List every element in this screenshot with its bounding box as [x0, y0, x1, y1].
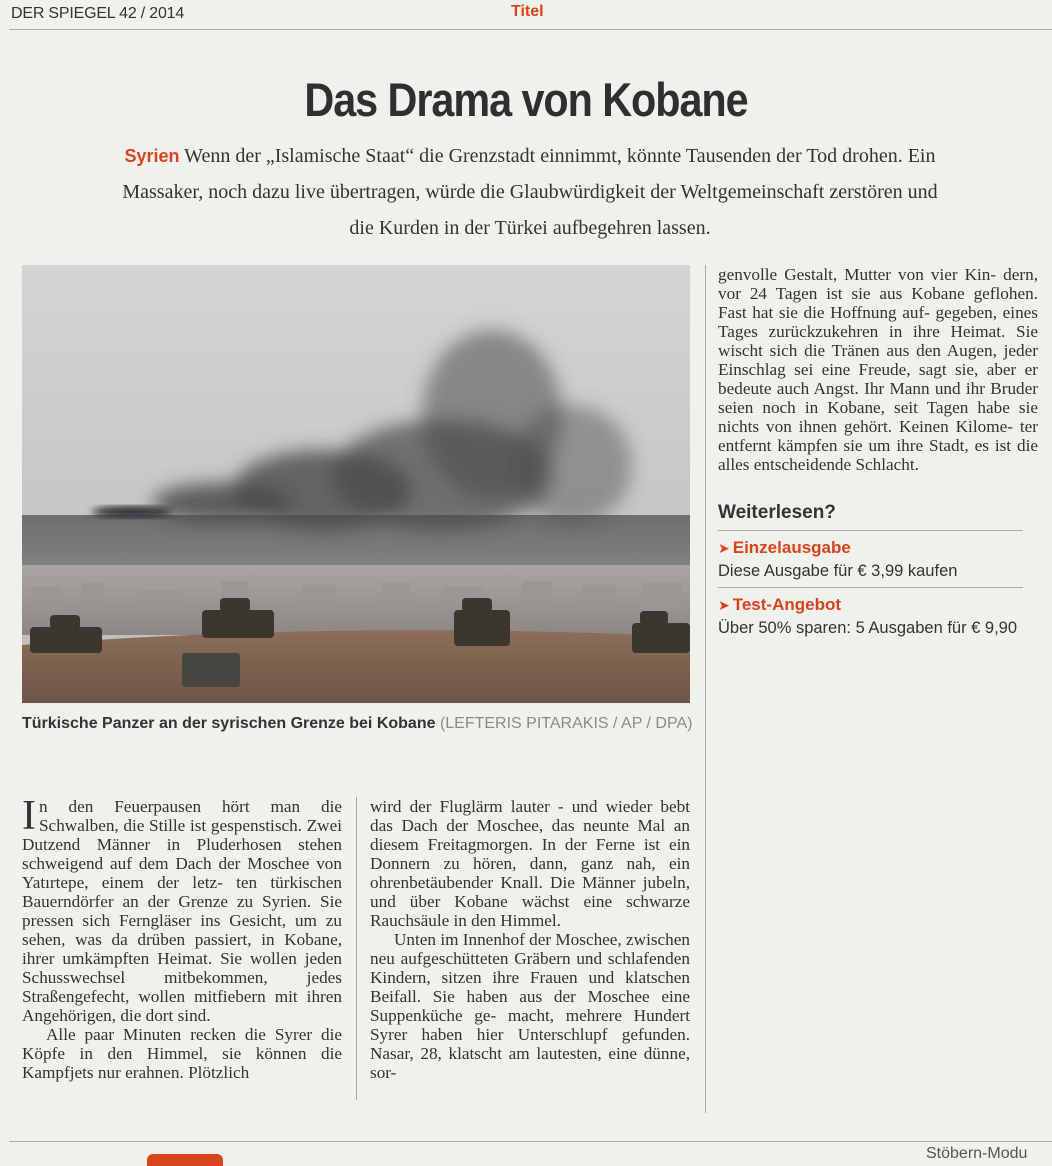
column-divider [356, 797, 357, 1100]
paragraph: wird der Fluglärm lauter - und wieder bebt das Dach der Moschee, das neunte Mal an diesem Freitagmorgen. In der Ferne ist ein Donnern zu hören, dann, ganz nah, ein ohrenbetäubender Knall. Die Männer jubeln, und über Kobane wächst eine schwarze Rauchsäule in den Himmel. [370, 797, 690, 930]
paragraph [22, 793, 342, 1025]
paragraph: Alle paar Minuten recken die Syrer die Köpfe in den Himmel, sie können die Kampfjets nur erahnen. Plötzlich [22, 1025, 342, 1082]
arrow-right-icon: ➤ [718, 539, 730, 556]
promo-link-label[interactable]: Einzelausgabe [732, 538, 851, 557]
footer-button[interactable] [147, 1154, 223, 1166]
photo-tanks-smoke [22, 265, 690, 703]
column-divider [705, 265, 706, 1113]
article-column-2 [370, 797, 690, 1082]
paragraph: genvolle Gestalt, Mutter von vier Kin- dern, vor 24 Tagen ist sie aus Kobane geflohen. Fast hat sie die Hoffnung auf- gegeben, eines Tages zurückzukehren in ihre Heimat. Sie wischt sich die Tränen aus den Augen, jeder Einschlag sei eine Freude, sagt sie, aber er bedeute auch Angst. Ihr Mann und ihr Bruder seien noch in Kobane, seit Tagen habe sie nichts von ihnen gehört. Keinen Kilome- ter entfernt kämpfen sie um ihre Stadt, es ist die alles entscheidende Schlacht. [718, 265, 1038, 474]
promo-item-single-issue[interactable] [718, 531, 1023, 588]
promo-description: Über 50% sparen: 5 Ausgaben für € 9,90 [718, 619, 1018, 637]
browse-mode-label[interactable]: Stöbern-Modu [926, 1145, 1028, 1162]
top-bar [9, 0, 1052, 30]
promo-link-label[interactable]: Test-Angebot [732, 595, 842, 614]
promo-description: Diese Ausgabe für € 3,99 kaufen [718, 562, 958, 580]
continue-reading-box [718, 502, 1023, 644]
footer-divider [9, 1141, 1052, 1142]
single-issue-link[interactable] [718, 538, 1023, 558]
page-title: Das Drama von Kobane [304, 73, 748, 126]
promo-title: Weiterlesen? [718, 502, 1023, 531]
article-photo[interactable] [22, 265, 690, 703]
article-column-1 [22, 793, 342, 1082]
teaser-text: Wenn der „Islamische Staat“ die Grenzstadt einnimmt, könnte Tausenden der Tod drohen. Ein Massaker, noch dazu live übertragen, würde die Glaubwürdigkeit der Weltgemeinschaft zerstören und die Kurden in der Türkei aufbegehren lassen. [122, 145, 938, 239]
dropcap: I [22, 793, 36, 839]
trial-offer-link[interactable] [718, 595, 1023, 615]
teaser [120, 138, 940, 246]
article-column-3 [718, 265, 1038, 474]
arrow-right-icon: ➤ [718, 596, 730, 613]
masthead: DER SPIEGEL 42 / 2014 [11, 5, 185, 22]
kicker: Syrien [124, 146, 180, 166]
paragraph-text: n den Feuerpausen hört man die Schwalben, die Stille ist gespenstisch. Zwei Dutzend Männer in Pluderhosen stehen schweigend auf dem Dach der Moschee von Yatırtepe, einem der letz- ten türkischen Bauerndörfer an der Grenze zu Syrien. Sie pressen sich Ferngläser ins Gesicht, um zu sehen, was da drüben passiert, in Kobane, ihrer umkämpften Heimat. Sie wollen jeden Schusswechsel mitbekommen, jedes Straßengefecht, wollen mitfiebern mit ihren Angehörigen, die dort sind. [22, 797, 342, 1025]
paragraph: Unten im Innenhof der Moschee, zwischen neu aufgeschütteten Gräbern und schlafenden Kindern, sitzen ihre Frauen und klatschen Beifall. Sie haben aus der Moschee eine Suppenküche ge- macht, mehrere Hundert Syrer haben hier Unterschlupf gefunden. Nasar, 28, klatscht am lautesten, eine dünne, sor- [370, 930, 690, 1082]
caption-text: Türkische Panzer an der syrischen Grenze bei Kobane [22, 715, 436, 732]
photo-caption [22, 710, 694, 738]
promo-item-trial-offer[interactable] [718, 588, 1023, 644]
section-label[interactable]: Titel [511, 3, 544, 20]
photo-credit: (LEFTERIS PITARAKIS / AP / DPA) [439, 715, 693, 732]
